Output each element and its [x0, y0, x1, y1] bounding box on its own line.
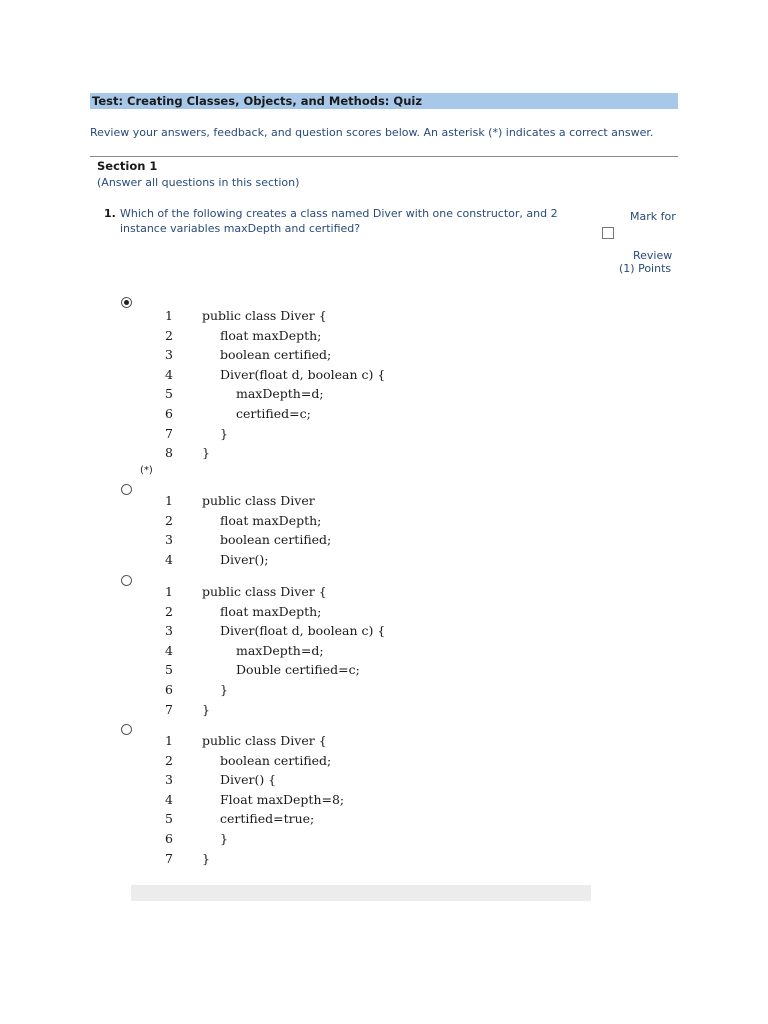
code-line	[0, 386, 600, 405]
line-number: 3	[165, 532, 173, 548]
code-text: }	[202, 850, 210, 866]
code-text: boolean certified;	[220, 752, 332, 768]
line-number: 5	[165, 811, 173, 827]
code-line	[0, 811, 600, 830]
code-line	[0, 851, 600, 870]
code-line	[0, 792, 600, 811]
code-line	[0, 643, 600, 662]
code-text: certified=true;	[220, 811, 315, 827]
code-line	[0, 513, 600, 532]
line-number: 2	[165, 512, 173, 528]
line-number: 6	[165, 682, 173, 697]
code-line	[0, 584, 600, 603]
intro-text: Review your answers, feedback, and question scores below. An asterisk (*) indicates a correct answer.	[90, 126, 654, 139]
line-number: 3	[165, 772, 173, 788]
code-line	[0, 552, 600, 571]
mark-for-review-checkbox[interactable]	[602, 227, 614, 239]
line-number: 6	[165, 831, 173, 846]
line-number: 7	[165, 701, 173, 717]
code-line	[0, 753, 600, 772]
code-line	[0, 347, 600, 366]
question-text: Which of the following creates a class named Diver with one constructor, and 2 instance variables maxDepth and certified?	[120, 207, 558, 235]
question-points: (1) Points	[619, 262, 672, 275]
code-line	[0, 772, 600, 791]
line-number: 4	[165, 551, 173, 567]
code-text: Float maxDepth=8;	[220, 791, 345, 807]
code-line	[0, 445, 600, 464]
code-line	[0, 604, 600, 623]
code-text: float maxDepth;	[220, 603, 322, 619]
line-number: 3	[165, 623, 173, 639]
code-line	[0, 831, 600, 850]
code-text: boolean certified;	[220, 532, 332, 548]
code-line	[0, 623, 600, 642]
code-text: Diver(float d, boolean c) {	[220, 366, 386, 382]
line-number: 3	[165, 347, 173, 363]
section-title: Section 1	[97, 159, 158, 173]
code-text: }	[220, 425, 228, 441]
code-text: Diver(float d, boolean c) {	[220, 623, 386, 639]
code-text: }	[202, 445, 210, 461]
line-number: 2	[165, 752, 173, 768]
line-number: 8	[165, 445, 173, 461]
line-number: 4	[165, 366, 173, 382]
line-number: 2	[165, 327, 173, 343]
code-text: maxDepth=d;	[236, 386, 324, 402]
line-number: 2	[165, 603, 173, 619]
line-number: 5	[165, 662, 173, 678]
code-text: Diver() {	[220, 772, 277, 788]
line-number: 5	[165, 386, 173, 402]
code-line	[0, 702, 600, 721]
answer-option-1-radio[interactable]	[121, 297, 132, 308]
line-number: 6	[165, 406, 173, 421]
line-number: 1	[165, 733, 173, 748]
code-line	[0, 426, 600, 445]
code-text: boolean certified;	[220, 347, 332, 363]
line-number: 4	[165, 791, 173, 807]
code-line	[0, 662, 600, 681]
code-text: Diver();	[220, 551, 269, 567]
code-line	[0, 328, 600, 347]
quiz-title: Test: Creating Classes, Objects, and Methods: Quiz	[92, 94, 423, 108]
code-text: Double certified=c;	[236, 662, 360, 678]
code-line	[0, 406, 600, 425]
code-text: public class Diver {	[202, 584, 327, 599]
line-number: 4	[165, 642, 173, 658]
code-text: float maxDepth;	[220, 512, 322, 528]
code-line	[0, 682, 600, 701]
code-text: public class Diver {	[202, 733, 327, 748]
correct-answer-marker: (*)	[140, 465, 153, 476]
code-text: }	[202, 701, 210, 717]
code-text: float maxDepth;	[220, 327, 322, 343]
section-divider	[90, 156, 678, 157]
line-number: 7	[165, 425, 173, 441]
question-number: 1.	[104, 207, 116, 220]
code-line	[0, 493, 600, 512]
code-line	[0, 367, 600, 386]
quiz-title-bar	[90, 93, 678, 109]
code-line	[0, 733, 600, 752]
code-line	[0, 532, 600, 551]
code-text: public class Diver {	[202, 308, 327, 323]
review-label: Review	[633, 249, 673, 262]
code-text: certified=c;	[236, 406, 311, 421]
line-number: 1	[165, 584, 173, 599]
section-subtitle: (Answer all questions in this section)	[97, 176, 300, 189]
code-text: }	[220, 831, 228, 846]
line-number: 1	[165, 308, 173, 323]
line-number: 1	[165, 493, 173, 508]
mark-for-label: Mark for	[630, 210, 676, 223]
code-text: maxDepth=d;	[236, 642, 324, 658]
code-text: public class Diver	[202, 493, 315, 508]
code-line	[0, 308, 600, 327]
code-text: }	[220, 682, 228, 697]
line-number: 7	[165, 850, 173, 866]
question-footer-bar	[131, 885, 591, 901]
